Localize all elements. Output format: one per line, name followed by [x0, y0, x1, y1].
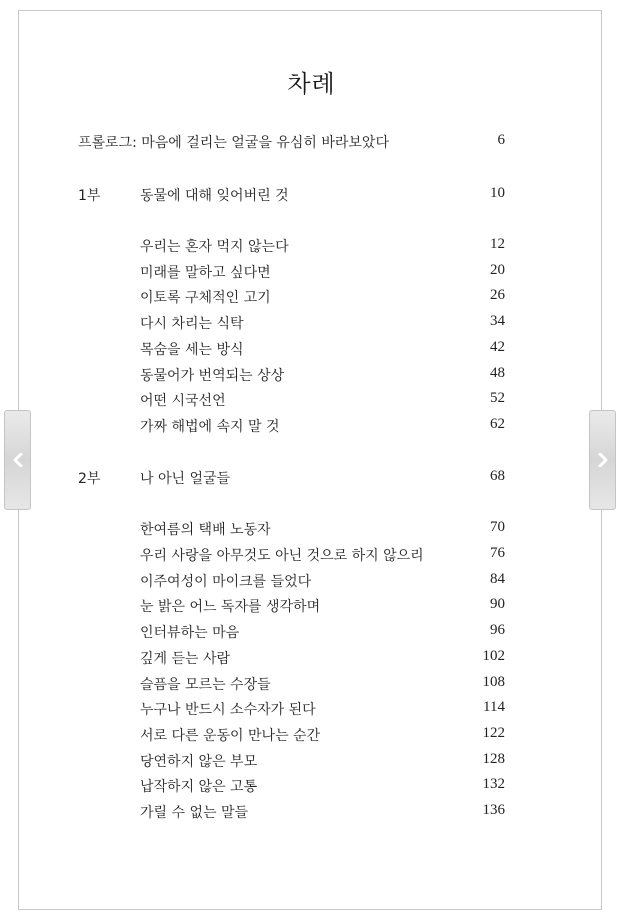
- toc-part-number: 2부: [78, 471, 101, 487]
- toc-page-number: 90: [490, 596, 505, 612]
- toc-page-number: 96: [490, 622, 505, 638]
- next-page-button[interactable]: [589, 410, 616, 510]
- toc-chapter-row[interactable]: [0, 674, 623, 696]
- toc-chapter-label: 이주여성이 마이크를 들었다: [140, 574, 312, 590]
- toc-chapter-row[interactable]: [0, 390, 623, 412]
- toc-page-number: 20: [490, 262, 505, 278]
- toc-chapter-row[interactable]: [0, 416, 623, 438]
- toc-prologue-label: 프롤로그: 마음에 걸리는 얼굴을 유심히 바라보았다: [78, 135, 389, 151]
- chevron-left-icon: [12, 453, 24, 467]
- toc-chapter-label: 우리 사랑을 아무것도 아닌 것으로 하지 않으리: [140, 548, 424, 564]
- toc-chapter-label: 한여름의 택배 노동자: [140, 522, 271, 538]
- toc-chapter-label: 깊게 듣는 사람: [140, 651, 231, 667]
- toc-page-number: 68: [490, 468, 505, 484]
- toc-chapter-row[interactable]: [0, 519, 623, 541]
- toc-chapter-label: 어떤 시국선언: [140, 393, 226, 409]
- toc-page-number: 84: [490, 571, 505, 587]
- toc-chapter-label: 가릴 수 없는 말들: [140, 805, 249, 821]
- toc-chapter-label: 납작하지 않은 고통: [140, 779, 258, 795]
- toc-chapter-row[interactable]: [0, 596, 623, 618]
- previous-page-button[interactable]: [4, 410, 31, 510]
- toc-page-number: 12: [490, 236, 505, 252]
- toc-prologue-row[interactable]: [0, 132, 623, 154]
- toc-chapter-row[interactable]: [0, 802, 623, 824]
- toc-page-number: 128: [482, 751, 505, 767]
- toc-page-number: 10: [490, 185, 505, 201]
- toc-chapter-row[interactable]: [0, 622, 623, 644]
- toc-page-number: 48: [490, 365, 505, 381]
- toc-chapter-label: 동물어가 번역되는 상상: [140, 368, 285, 384]
- toc-page-number: 6: [497, 132, 505, 148]
- toc-chapter-row[interactable]: [0, 648, 623, 670]
- toc-page-number: 102: [482, 648, 505, 664]
- toc-chapter-label: 누구나 반드시 소수자가 된다: [140, 702, 316, 718]
- toc-part-title: 동물에 대해 잊어버린 것: [140, 188, 289, 204]
- toc-page-number: 136: [482, 802, 505, 818]
- toc-chapter-row[interactable]: [0, 236, 623, 258]
- toc-chapter-row[interactable]: [0, 339, 623, 361]
- toc-chapter-row[interactable]: [0, 699, 623, 721]
- toc-chapter-label: 눈 밝은 어느 독자를 생각하며: [140, 599, 321, 615]
- toc-page-number: 122: [482, 725, 505, 741]
- toc-part-2-row[interactable]: [0, 468, 623, 490]
- toc-chapter-label: 다시 차리는 식탁: [140, 316, 244, 332]
- toc-page-number: 132: [482, 776, 505, 792]
- toc-chapter-label: 서로 다른 운동이 만나는 순간: [140, 728, 321, 744]
- toc-page-number: 52: [490, 390, 505, 406]
- page-title: 차례: [287, 70, 336, 98]
- toc-chapter-row[interactable]: [0, 262, 623, 284]
- toc-chapter-label: 미래를 말하고 싶다면: [140, 265, 271, 281]
- toc-part-title: 나 아닌 얼굴들: [140, 471, 231, 487]
- toc-chapter-row[interactable]: [0, 776, 623, 798]
- toc-part-1-row[interactable]: [0, 185, 623, 207]
- toc-page-number: 34: [490, 313, 505, 329]
- toc-page-number: 70: [490, 519, 505, 535]
- toc-chapter-row[interactable]: [0, 365, 623, 387]
- toc-chapter-label: 이토록 구체적인 고기: [140, 290, 271, 306]
- toc-chapter-label: 가짜 해법에 속지 말 것: [140, 419, 280, 435]
- toc-chapter-row[interactable]: [0, 545, 623, 567]
- toc-chapter-label: 목숨을 세는 방식: [140, 342, 244, 358]
- toc-page-number: 26: [490, 287, 505, 303]
- toc-page-number: 108: [482, 674, 505, 690]
- toc-chapter-row[interactable]: [0, 725, 623, 747]
- toc-page-number: 76: [490, 545, 505, 561]
- toc-part-number: 1부: [78, 188, 101, 204]
- toc-chapter-row[interactable]: [0, 287, 623, 309]
- toc-page-number: 62: [490, 416, 505, 432]
- toc-chapter-label: 슬픔을 모르는 수장들: [140, 677, 271, 693]
- toc-chapter-row[interactable]: [0, 751, 623, 773]
- toc-chapter-label: 인터뷰하는 마음: [140, 625, 240, 641]
- toc-chapter-row[interactable]: [0, 313, 623, 335]
- chevron-right-icon: [597, 453, 609, 467]
- toc-page-number: 42: [490, 339, 505, 355]
- toc-chapter-label: 당연하지 않은 부모: [140, 754, 258, 770]
- toc-chapter-row[interactable]: [0, 571, 623, 593]
- toc-chapter-label: 우리는 혼자 먹지 않는다: [140, 239, 289, 255]
- toc-page-number: 114: [483, 699, 505, 715]
